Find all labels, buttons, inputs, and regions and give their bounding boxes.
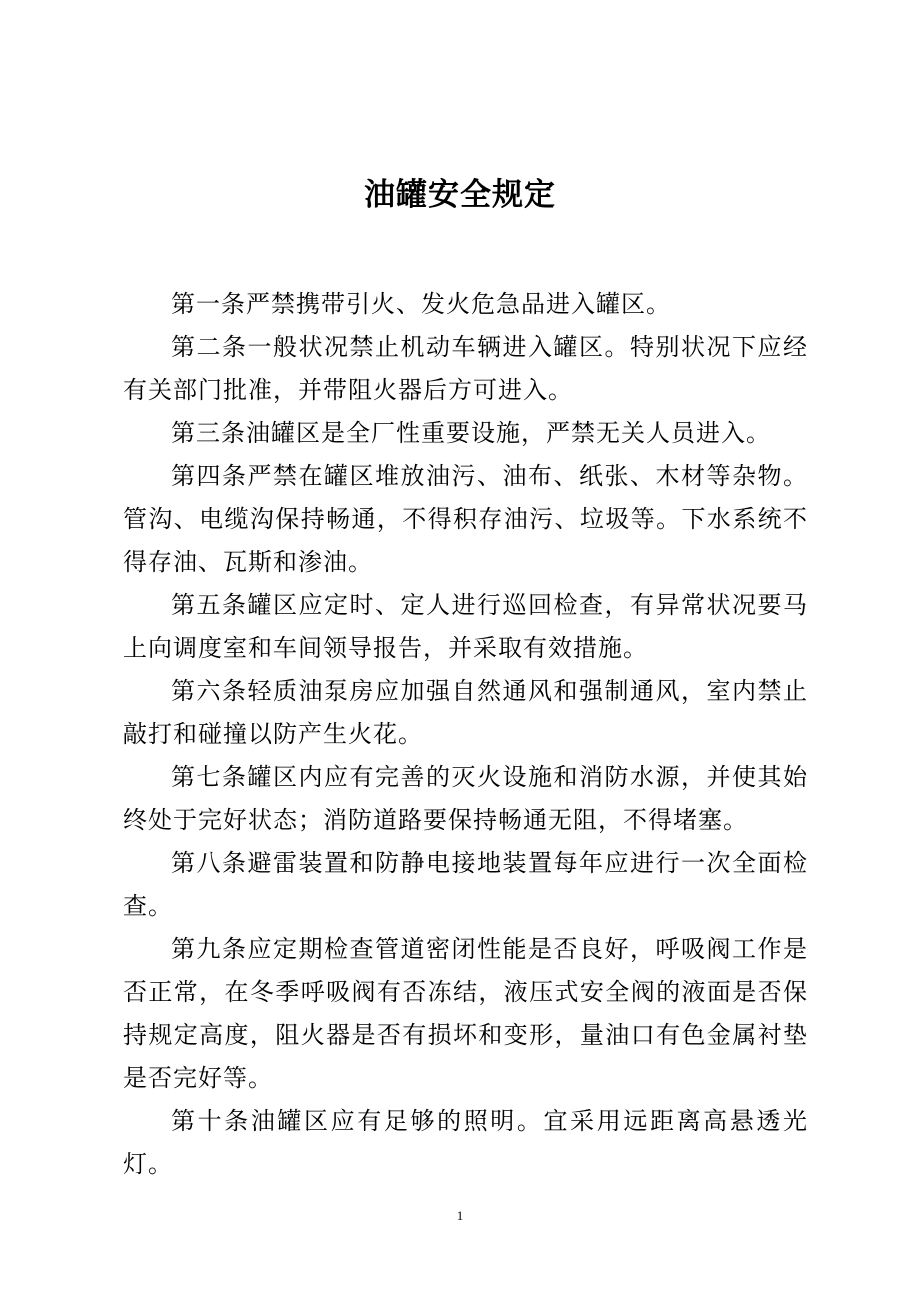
article-7: 第七条罐区内应有完善的灭火设施和消防水源，并使其始终处于完好状态；消防道路要保持畅通无阻，不得堵塞。 bbox=[123, 763, 808, 834]
article-3: 第三条油罐区是全厂性重要设施，严禁无关人员进入。 bbox=[171, 419, 771, 447]
article-6: 第六条轻质油泵房应加强自然通风和强制通风，室内禁止敲打和碰撞以防产生火花。 bbox=[123, 677, 808, 748]
article-9: 第九条应定期检查管道密闭性能是否良好，呼吸阀工作是否正常，在冬季呼吸阀有否冻结，液压式安全阀的液面是否保持规定高度，阻火器是否有损坏和变形，量油口有色金属衬垫是否完好等。 bbox=[123, 935, 808, 1092]
page-number: 1 bbox=[456, 1208, 464, 1223]
article-1: 第一条严禁携带引火、发火危急品进入罐区。 bbox=[171, 290, 671, 318]
article-4: 第四条严禁在罐区堆放油污、油布、纸张、木材等杂物。管沟、电缆沟保持畅通，不得积存油污、垃圾等。下水系统不得存油、瓦斯和渗油。 bbox=[123, 462, 808, 576]
document-body bbox=[123, 283, 808, 1186]
document-title: 油罐安全规定 bbox=[364, 177, 556, 213]
article-5: 第五条罐区应定时、定人进行巡回检查，有异常状况要马上向调度室和车间领导报告，并采取有效措施。 bbox=[123, 591, 808, 662]
article-2: 第二条一般状况禁止机动车辆进入罐区。特别状况下应经有关部门批准，并带阻火器后方可进入。 bbox=[123, 333, 808, 404]
article-10: 第十条油罐区应有足够的照明。宜采用远距离高悬透光灯。 bbox=[123, 1107, 808, 1178]
article-8: 第八条避雷装置和防静电接地装置每年应进行一次全面检查。 bbox=[123, 849, 808, 920]
